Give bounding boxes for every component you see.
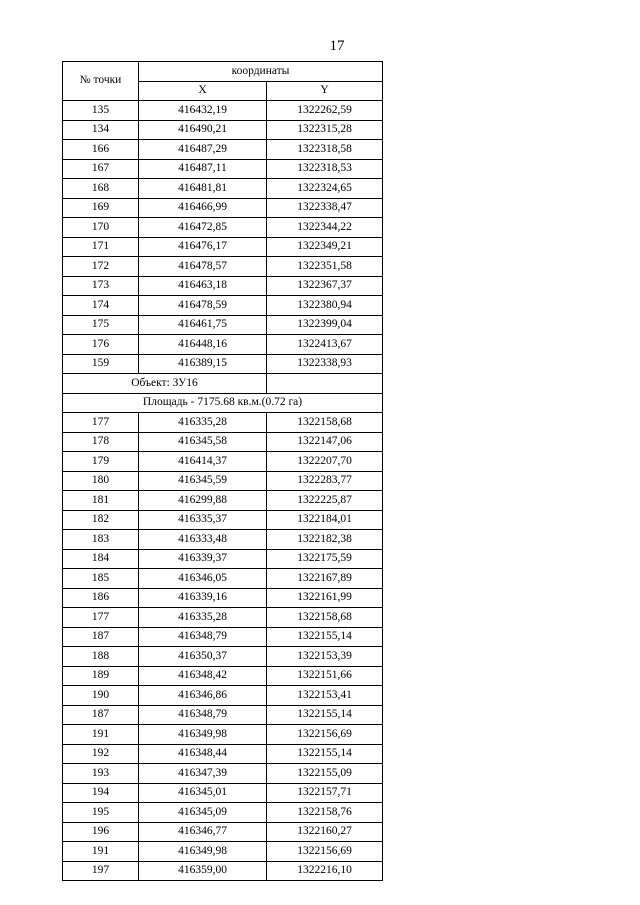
x-coordinate-cell: 416432,19 [139,101,267,121]
y-coordinate-cell: 1322155,14 [267,627,383,647]
y-coordinate-cell: 1322207,70 [267,452,383,472]
area-row [63,393,383,413]
page-number: 17 [329,38,345,54]
table-row [63,198,383,218]
table-row [63,452,383,472]
point-number-cell: 176 [63,335,139,355]
table-row [63,686,383,706]
y-coordinate-cell: 1322225,87 [267,491,383,511]
point-number-header: № точки [63,62,139,101]
y-coordinate-cell: 1322338,93 [267,354,383,374]
x-coordinate-cell: 416299,88 [139,491,267,511]
table-row [63,842,383,862]
point-number-cell: 168 [63,179,139,199]
point-number-cell: 135 [63,101,139,121]
x-coordinate-cell: 416472,85 [139,218,267,238]
table-row [63,725,383,745]
table-row [63,510,383,530]
x-coordinate-cell: 416348,79 [139,627,267,647]
point-number-cell: 182 [63,510,139,530]
table-row [63,705,383,725]
point-number-cell: 181 [63,491,139,511]
table-row [63,140,383,160]
table-row [63,647,383,667]
point-number-cell: 188 [63,647,139,667]
y-coordinate-cell: 1322151,66 [267,666,383,686]
x-coordinate-cell: 416348,79 [139,705,267,725]
point-number-cell: 174 [63,296,139,316]
table-row [63,101,383,121]
table-row [63,588,383,608]
y-coordinate-cell: 1322158,68 [267,608,383,628]
object-label: Объект: ЗУ16 [63,374,267,394]
point-number-cell: 195 [63,803,139,823]
table-row [63,315,383,335]
table-row [63,764,383,784]
y-coordinate-cell: 1322324,65 [267,179,383,199]
y-coordinate-cell: 1322283,77 [267,471,383,491]
x-coordinate-cell: 416335,28 [139,608,267,628]
x-coordinate-cell: 416350,37 [139,647,267,667]
y-coordinate-cell: 1322216,10 [267,861,383,881]
x-coordinate-cell: 416487,11 [139,159,267,179]
point-number-cell: 178 [63,432,139,452]
table-row [63,120,383,140]
coordinates-table [62,61,383,881]
y-coordinate-cell: 1322155,09 [267,764,383,784]
y-coordinate-cell: 1322367,37 [267,276,383,296]
x-coordinate-cell: 416490,21 [139,120,267,140]
table-row [63,276,383,296]
x-coordinate-cell: 416478,59 [139,296,267,316]
y-coordinate-cell: 1322161,99 [267,588,383,608]
point-number-cell: 184 [63,549,139,569]
x-header: X [139,81,267,101]
point-number-cell: 172 [63,257,139,277]
table-row [63,354,383,374]
x-coordinate-cell: 416463,18 [139,276,267,296]
x-coordinate-cell: 416346,86 [139,686,267,706]
table-row [63,159,383,179]
x-coordinate-cell: 416476,17 [139,237,267,257]
x-coordinate-cell: 416345,59 [139,471,267,491]
x-coordinate-cell: 416487,29 [139,140,267,160]
point-number-cell: 171 [63,237,139,257]
point-number-cell: 197 [63,861,139,881]
point-number-cell: 183 [63,530,139,550]
point-number-cell: 192 [63,744,139,764]
point-number-cell: 196 [63,822,139,842]
point-number-cell: 180 [63,471,139,491]
x-coordinate-cell: 416333,48 [139,530,267,550]
y-coordinate-cell: 1322167,89 [267,569,383,589]
x-coordinate-cell: 416335,28 [139,413,267,433]
table-row [63,530,383,550]
x-coordinate-cell: 416345,01 [139,783,267,803]
y-coordinate-cell: 1322156,69 [267,842,383,862]
y-coordinate-cell: 1322160,27 [267,822,383,842]
x-coordinate-cell: 416389,15 [139,354,267,374]
table-row [63,608,383,628]
y-coordinate-cell: 1322156,69 [267,725,383,745]
x-coordinate-cell: 416345,09 [139,803,267,823]
x-coordinate-cell: 416346,77 [139,822,267,842]
table-row [63,491,383,511]
y-coordinate-cell: 1322399,04 [267,315,383,335]
table-row [63,744,383,764]
table-row [63,861,383,881]
y-coordinate-cell: 1322147,06 [267,432,383,452]
object-row [63,374,383,394]
point-number-cell: 170 [63,218,139,238]
x-coordinate-cell: 416346,05 [139,569,267,589]
area-label: Площадь - 7175.68 кв.м.(0.72 га) [63,393,383,413]
y-coordinate-cell: 1322380,94 [267,296,383,316]
point-number-cell: 191 [63,842,139,862]
y-coordinate-cell: 1322315,28 [267,120,383,140]
x-coordinate-cell: 416339,37 [139,549,267,569]
y-coordinate-cell: 1322155,14 [267,744,383,764]
x-coordinate-cell: 416348,42 [139,666,267,686]
point-number-cell: 173 [63,276,139,296]
table-row [63,569,383,589]
point-number-cell: 167 [63,159,139,179]
x-coordinate-cell: 416347,39 [139,764,267,784]
table-row [63,803,383,823]
y-coordinate-cell: 1322184,01 [267,510,383,530]
y-coordinate-cell: 1322182,38 [267,530,383,550]
x-coordinate-cell: 416345,58 [139,432,267,452]
y-coordinate-cell: 1322351,58 [267,257,383,277]
table-row [63,237,383,257]
point-number-cell: 175 [63,315,139,335]
table-row [63,471,383,491]
point-number-cell: 166 [63,140,139,160]
x-coordinate-cell: 416461,75 [139,315,267,335]
y-coordinate-cell: 1322344,22 [267,218,383,238]
y-header: Y [267,81,383,101]
point-number-cell: 159 [63,354,139,374]
x-coordinate-cell: 416466,99 [139,198,267,218]
point-number-cell: 185 [63,569,139,589]
y-coordinate-cell: 1322318,58 [267,140,383,160]
y-coordinate-cell: 1322158,68 [267,413,383,433]
y-coordinate-cell: 1322153,41 [267,686,383,706]
x-coordinate-cell: 416349,98 [139,842,267,862]
table-row [63,296,383,316]
point-number-cell: 191 [63,725,139,745]
y-coordinate-cell: 1322318,53 [267,159,383,179]
point-number-cell: 187 [63,627,139,647]
x-coordinate-cell: 416339,16 [139,588,267,608]
table-row [63,822,383,842]
y-coordinate-cell: 1322338,47 [267,198,383,218]
point-number-cell: 177 [63,413,139,433]
table-row [63,335,383,355]
x-coordinate-cell: 416414,37 [139,452,267,472]
x-coordinate-cell: 416478,57 [139,257,267,277]
y-coordinate-cell: 1322349,21 [267,237,383,257]
table-row [63,627,383,647]
table-row [63,783,383,803]
object-empty-cell [267,374,383,394]
y-coordinate-cell: 1322262,59 [267,101,383,121]
point-number-cell: 187 [63,705,139,725]
point-number-cell: 194 [63,783,139,803]
point-number-cell: 179 [63,452,139,472]
table-row [63,432,383,452]
x-coordinate-cell: 416359,00 [139,861,267,881]
point-number-cell: 189 [63,666,139,686]
y-coordinate-cell: 1322413,67 [267,335,383,355]
y-coordinate-cell: 1322175,59 [267,549,383,569]
x-coordinate-cell: 416481,81 [139,179,267,199]
point-number-cell: 186 [63,588,139,608]
y-coordinate-cell: 1322153,39 [267,647,383,667]
y-coordinate-cell: 1322155,14 [267,705,383,725]
table-row [63,257,383,277]
point-number-cell: 177 [63,608,139,628]
table-row [63,413,383,433]
y-coordinate-cell: 1322157,71 [267,783,383,803]
coordinates-block-2 [63,413,383,881]
point-number-cell: 190 [63,686,139,706]
coordinates-header: координаты [139,62,383,82]
y-coordinate-cell: 1322158,76 [267,803,383,823]
point-number-cell: 134 [63,120,139,140]
x-coordinate-cell: 416349,98 [139,725,267,745]
coordinates-block-1 [63,101,383,374]
table-row [63,549,383,569]
x-coordinate-cell: 416448,16 [139,335,267,355]
x-coordinate-cell: 416348,44 [139,744,267,764]
x-coordinate-cell: 416335,37 [139,510,267,530]
point-number-cell: 193 [63,764,139,784]
table-row [63,218,383,238]
table-row [63,666,383,686]
point-number-cell: 169 [63,198,139,218]
table-row [63,179,383,199]
